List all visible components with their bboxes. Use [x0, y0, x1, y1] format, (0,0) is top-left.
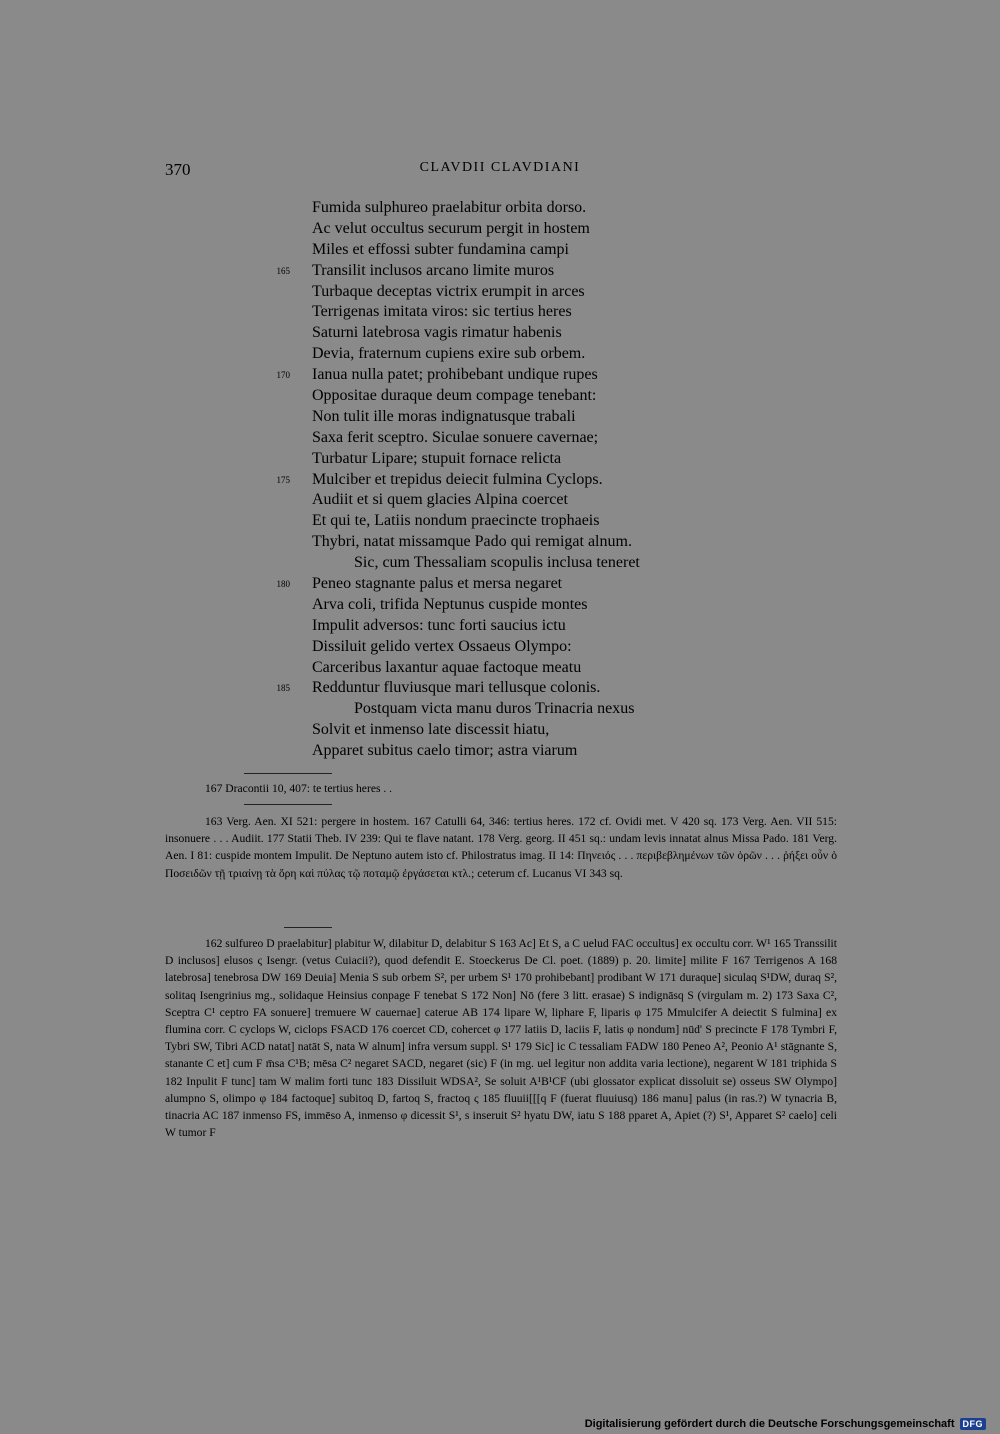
verse-line [0, 344, 1000, 365]
verse-line [0, 240, 1000, 261]
poem-text [0, 198, 1000, 762]
parallels-text: 163 Verg. Aen. XI 521: pergere in hostem. 167 Catulli 64, 346: tertius heres. 172 cf. Ovidi met. V 420 sq. 173 Verg. Aen. VII 515: insonuere . . . Audiit. 177 Statii Theb. IV 239: Qui te flave natant. 178 Verg. georg. II 451 sq.: undam levis innatat alnus Missa Pado. 181 Verg. Aen. I 81: cuspide montem Impulit. De Neptuno autem isto cf. Philostratus imag. II 14: Πηνειός . . . περιβεβλημένων τῶν ὀρῶν . . . ῥήξει οὖν ὁ Ποσειδῶν τῇ τριαίνῃ τὰ ὄρη καὶ πύλας τῷ ποταμῷ ἐργάσεται κτλ.; ceterum cf. Lucanus VI 343 sq. [165, 815, 837, 880]
verse-line [0, 595, 1000, 616]
verse-text: Carceribus laxantur aquae factoque meatu [312, 658, 582, 676]
verse-text: Sic, cum Thessaliam scopulis inclusa teneret [354, 554, 640, 572]
verse-text: Saxa ferit sceptro. Siculae sonuere cavernae; [312, 428, 599, 446]
verse-line [0, 741, 1000, 762]
verse-line [0, 490, 1000, 511]
verse-line [0, 428, 1000, 449]
line-number: 165 [276, 265, 290, 276]
verse-line [0, 574, 1000, 595]
verse-text: Mulciber et trepidus deiecit fulmina Cyclops. [312, 470, 603, 488]
parallels-rule [244, 804, 332, 805]
verse-text: Thybri, natat missamque Pado qui remigat alnum. [312, 533, 632, 551]
verse-text: Terrigenas imitata viros: sic tertius heres [312, 303, 572, 321]
verse-text: Impulit adversos: tunc forti saucius ictu [312, 616, 566, 634]
verse-line [0, 511, 1000, 532]
verse-text: Postquam victa manu duros Trinacria nexus [354, 700, 635, 718]
apparatus-rule [284, 927, 332, 928]
page-number: 370 [165, 160, 191, 179]
testimonia-rule [244, 773, 332, 774]
critical-apparatus [165, 935, 837, 1141]
verse-text: Turbaque deceptas victrix erumpit in arces [312, 282, 585, 300]
testimonia-text: 167 Dracontii 10, 407: te tertius heres . . [205, 782, 393, 795]
verse-text: Peneo stagnante palus et mersa negaret [312, 575, 563, 593]
credit-text: Digitalisierung gefördert durch die Deutsche Forschungsgemeinschaft [584, 1418, 955, 1430]
verse-text: Et qui te, Latiis nondum praecincte trophaeis [312, 512, 600, 530]
verse-text: Redduntur fluviusque mari tellusque colonis. [312, 679, 601, 697]
verse-line [0, 198, 1000, 219]
verse-text: Turbatur Lipare; stupuit fornace relicta [312, 449, 562, 467]
verse-line [0, 720, 1000, 741]
page-header [165, 160, 835, 184]
apparatus-text: 162 sulfureo D praelabitur] plabitur W, dilabitur D, delabitur S 163 Ac] Et S, a C uelud FAC occultus] ex occultu corr. W¹ 165 Transsilit D inclusos] elusos ς Isengr. (vetus Cuiacii?), quod defendit E. Stoeckerus De Cl. poet. (1889) p. 20. limite] milite F 167 Terrigenos A 168 latebrosa] tenebrosa DW 169 Deuia] Menia S sub orbem S², per urbem S¹ 170 prohibebant] prodibant W 171 duraque] siculaq S¹DW, duraq S², solitaq Isengrinius mg., solidaque Heinsius conpage F tenebat S 172 Non] Nō (fere 3 litt. erasae) S indignāsq S (virgulam m. 2) 173 Saxa C², Sceptra C¹ ceptro FA sonuere] tremuere W cauernae] caterue AB 174 lipare W, liphare F, liparis φ 175 Mmulcifer A deiectit S fulmina] ex flumina corr. C cyclops W, ciclops FSACD 176 coercet CD, cohercet φ 177 latiis D, laciis F, latis φ nondum] nūd' S precincte F 178 Tymbri F, Tybri SW, Tibri ACD natat] natāt S, nata W alnum] infra versum suppl. S¹ 179 Sic] ic C tessaliam FADW 180 Peneo A², Peonio A¹ stāgnante S, stanante C et] cum F m̄sa C¹B; mēsa C² negaret SACD, negaret (sic) F (in mg. uel legitur non addita varia lectione), negarent W 181 triphida S 182 Inpulit F tunc] tam W malim forti tunc 183 Dissiluit WDSA², Se soluit A¹B¹CF (ubi glossator explicat dissoluit se) osseus SW Olympo] alumpno S, olimpo φ 184 factoque] subitoq D, fartoq S, fractoq ς 185 fluuii[[[q F (fuerat fluuiusq) 186 manu] palus (in ras.?) W tynacria B, tinacria AC 187 inmenso FS, immēso A, inmenso φ dicessit S¹, s inseruit S² hyatu DW, iatu S 188 pparet A, Apiet (?) S¹, Apparet S² caelo] celi W tumor F [165, 937, 837, 1140]
verse-line [0, 449, 1000, 470]
verse-line [0, 365, 1000, 386]
verse-text: Apparet subitus caelo timor; astra viarum [312, 742, 578, 760]
verse-text: Transilit inclusos arcano limite muros [312, 261, 555, 279]
verse-line [0, 470, 1000, 491]
digitization-credit [585, 1418, 986, 1430]
verse-text: Dissiluit gelido vertex Ossaeus Olympo: [312, 637, 572, 655]
verse-text: Ianua nulla patet; prohibebant undique rupes [312, 366, 598, 384]
verse-line [0, 637, 1000, 658]
verse-line [0, 616, 1000, 637]
verse-line [0, 219, 1000, 240]
running-title: CLAVDII CLAVDIANI [419, 160, 581, 175]
line-number: 180 [276, 579, 290, 590]
verse-line [0, 261, 1000, 282]
line-number: 185 [276, 683, 290, 694]
verse-text: Fumida sulphureo praelabitur orbita dorso. [312, 199, 587, 216]
verse-line [0, 386, 1000, 407]
verse-line [0, 323, 1000, 344]
verse-line [0, 553, 1000, 574]
verse-text: Non tulit ille moras indignatusque trabali [312, 407, 576, 425]
verse-text: Miles et effossi subter fundamina campi [312, 240, 569, 258]
verse-text: Saturni latebrosa vagis rimatur habenis [312, 324, 562, 342]
dfg-logo: DFG [960, 1418, 987, 1430]
verse-line [0, 282, 1000, 303]
verse-text: Devia, fraternum cupiens exire sub orbem. [312, 345, 586, 363]
verse-line [0, 407, 1000, 428]
verse-text: Solvit et inmenso late discessit hiatu, [312, 721, 550, 739]
verse-text: Audiit et si quem glacies Alpina coercet [312, 491, 568, 509]
verse-line [0, 658, 1000, 679]
verse-line [0, 302, 1000, 323]
line-number: 175 [276, 474, 290, 485]
verse-text: Oppositae duraque deum compage tenebant: [312, 387, 597, 405]
verse-text: Arva coli, trifida Neptunus cuspide montes [312, 595, 588, 613]
testimonia [165, 780, 837, 797]
verse-text: Ac velut occultus securum pergit in hostem [312, 219, 590, 237]
parallels [165, 813, 837, 882]
line-number: 170 [276, 370, 290, 381]
verse-line [0, 699, 1000, 720]
verse-line [0, 678, 1000, 699]
verse-line [0, 532, 1000, 553]
